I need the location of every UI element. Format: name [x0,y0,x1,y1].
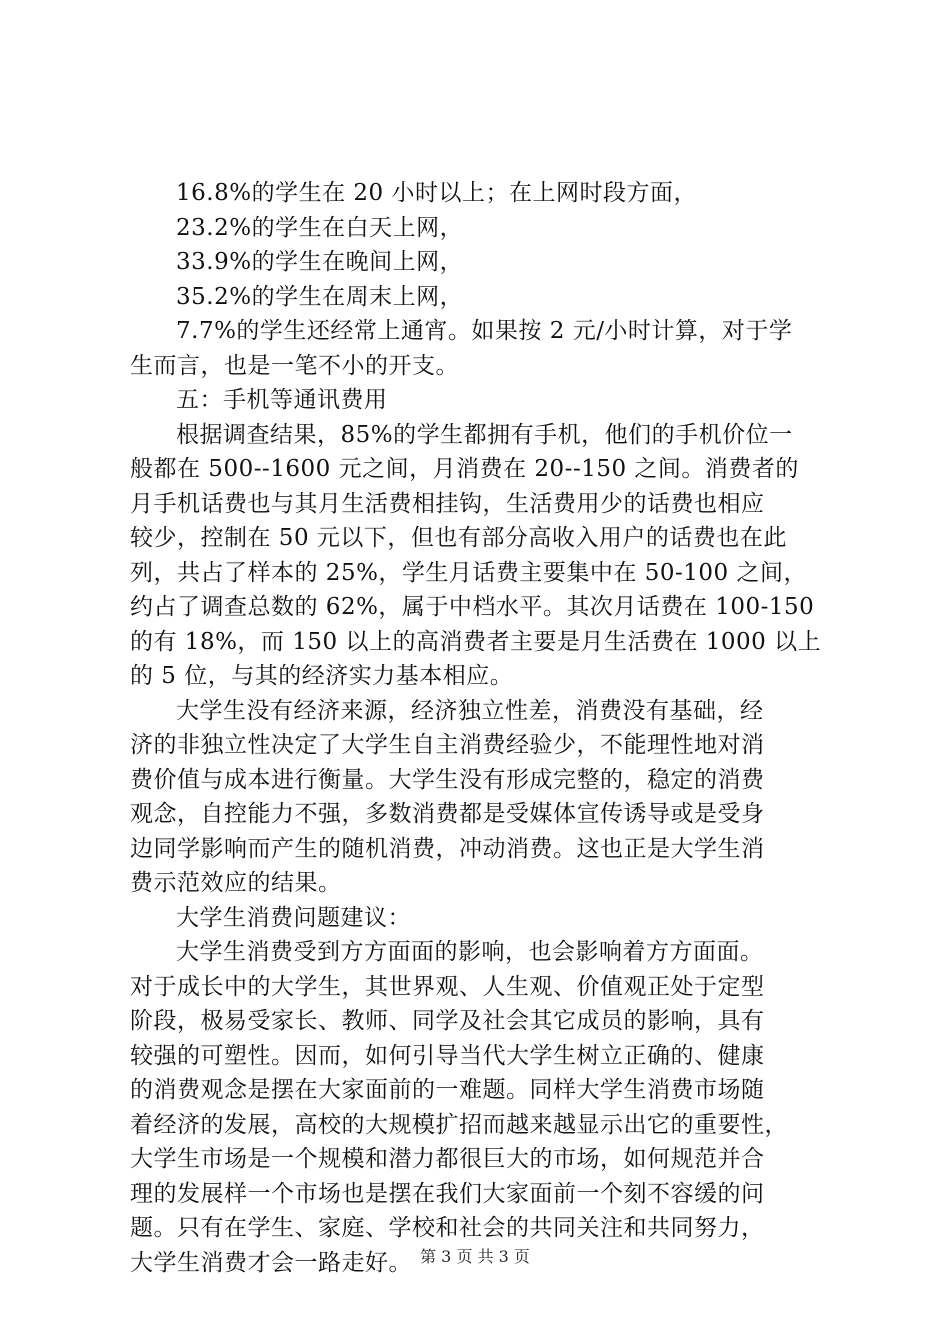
paragraph [130,211,830,246]
paragraph [130,694,830,901]
text-line: 费示范效应的结果。 [130,870,342,896]
text-line: 济的非独立性决定了大学生自主消费经验少，不能理性地对消 [130,732,765,758]
text-line: 35.2%的学生在周末上网， [176,283,464,310]
text-line: 的 5 位，与其的经济实力基本相应。 [130,663,514,689]
text-line: 月手机话费也与其月生活费相挂钩，生活费用少的话费也相应 [130,490,765,517]
text-line: 约占了调查总数的 62%，属于中档水平。其次月话费在 100-150 [130,594,815,620]
paragraph [130,245,830,280]
text-line: 阶段，极易受家长、教师、同学及社会其它成员的影响，具有 [130,1008,765,1034]
text-line: 般都在 500--1600 元之间，月消费在 20--150 之间。消费者的 [130,456,799,482]
page-footer: 第 3 页 共 3 页 [420,1247,530,1266]
text-line: 较少，控制在 50 元以下，但也有部分高收入用户的话费也在此 [130,525,787,551]
text-line: 观念，自控能力不强，多数消费都是受媒体宣传诱导或是受身 [130,801,765,827]
paragraph [130,418,830,694]
text-line: 生而言，也是一笔不小的开支。 [130,352,459,379]
text-line: 大学生消费问题建议： [176,904,411,931]
paragraph [130,383,830,418]
text-line: 33.9%的学生在晚间上网， [176,249,464,275]
text-line: 较强的可塑性。因而，如何引导当代大学生树立正确的、健康 [130,1042,765,1069]
text-line: 大学生市场是一个规模和潜力都很巨大的市场，如何规范并合 [130,1146,765,1172]
document-body [130,176,830,1280]
text-line: 边同学影响而产生的随机消费，冲动消费。这也正是大学生消 [130,835,765,862]
text-line: 23.2%的学生在白天上网， [176,214,464,241]
paragraph [130,935,830,1280]
text-line: 大学生消费才会一路走好。 [130,1249,412,1276]
text-line: 理的发展样一个市场也是摆在我们大家面前一个刻不容缓的问 [130,1180,765,1207]
text-line: 对于成长中的大学生，其世界观、人生观、价值观正处于定型 [130,973,765,1000]
text-line: 费价值与成本进行衡量。大学生没有形成完整的，稳定的消费 [130,766,765,793]
text-line: 五：手机等通讯费用 [176,387,388,413]
text-line: 根据调查结果，85%的学生都拥有手机，他们的手机价位一 [176,421,793,448]
text-line: 16.8%的学生在 20 小时以上；在上网时段方面， [176,180,697,206]
text-line: 大学生没有经济来源，经济独立性差，消费没有基础，经 [176,697,764,724]
paragraph [130,901,830,936]
text-line: 题。只有在学生、家庭、学校和社会的共同关注和共同努力， [130,1215,765,1241]
text-line: 的消费观念是摆在大家面前的一难题。同样大学生消费市场随 [130,1077,765,1103]
text-line: 7.7%的学生还经常上通宵。如果按 2 元/小时计算，对于学 [176,318,793,344]
text-line: 列，共占了样本的 25%，学生月话费主要集中在 50-100 之间， [130,559,807,586]
text-line: 的有 18%，而 150 以上的高消费者主要是月生活费在 1000 以上 [130,628,822,655]
paragraph [130,280,830,315]
text-line: 大学生消费受到方方面面的影响，也会影响着方方面面。 [176,939,764,965]
paragraph [130,314,830,383]
paragraph [130,176,830,211]
text-line: 着经济的发展，高校的大规模扩招而越来越显示出它的重要性， [130,1111,788,1138]
